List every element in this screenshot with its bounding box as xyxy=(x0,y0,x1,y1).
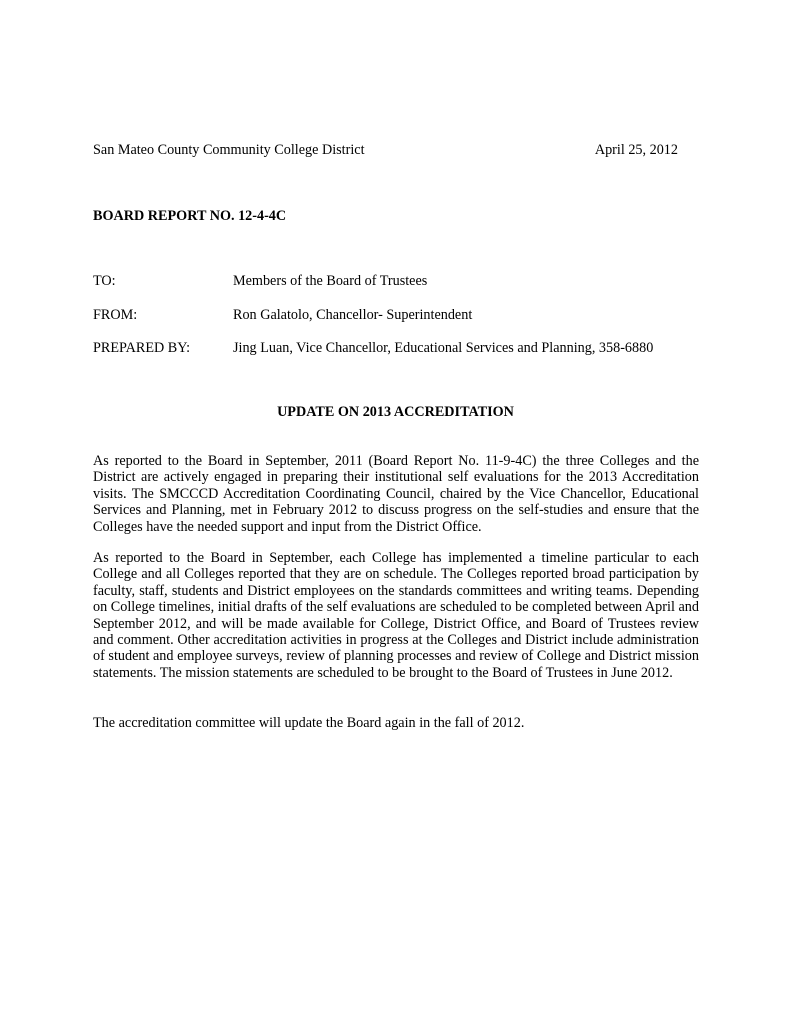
report-subject: UPDATE ON 2013 ACCREDITATION xyxy=(277,404,514,420)
report-number: BOARD REPORT NO. 12-4-4C xyxy=(93,208,287,224)
body-paragraph-2: As reported to the Board in September, each College has implemented a timeline particular to each College and all Colleges reported that they are on schedule. The Colleges reported broad participation by faculty, staff, students and District employees on the standards committees and writing teams. Depending on College timelines, initial drafts of the self evaluations are scheduled to be completed between April and September 2012, and will be made available for College, District Office, and Board of Trustees review and comment. Other accreditation activities in progress at the Colleges and District include administration of student and employee surveys, review of planning processes and review of College and District mission statements. The mission statements are scheduled to be brought to the Board of Trustees in June 2012. xyxy=(93,550,699,681)
memo-from-row xyxy=(93,307,693,325)
district-name: San Mateo County Community College District xyxy=(93,142,365,158)
body-paragraph-3: The accreditation committee will update the Board again in the fall of 2012. xyxy=(93,715,525,731)
memo-prepared-label: PREPARED BY: xyxy=(93,340,191,356)
memo-prepared-row xyxy=(93,340,693,358)
memo-from-value: Ron Galatolo, Chancellor- Superintendent xyxy=(233,307,473,323)
body-paragraph-1: As reported to the Board in September, 2011 (Board Report No. 11-9-4C) the three Colleges and the District are actively engaged in preparing their institutional self evaluations for the 2013 Accreditation visits. The SMCCCD Accreditation Coordinating Council, chaired by the Vice Chancellor, Educational Services and Planning, met in February 2012 to discuss progress on the self-studies and ensure that the Colleges have the needed support and input from the District Office. xyxy=(93,453,699,535)
memo-prepared-value: Jing Luan, Vice Chancellor, Educational Services and Planning, 358-6880 xyxy=(233,340,654,356)
document-header xyxy=(93,142,678,160)
memo-from-label: FROM: xyxy=(93,307,138,323)
memo-to-label: TO: xyxy=(93,273,116,289)
memo-to-value: Members of the Board of Trustees xyxy=(233,273,428,289)
report-date: April 25, 2012 xyxy=(594,142,678,158)
memo-to-row xyxy=(93,273,693,291)
